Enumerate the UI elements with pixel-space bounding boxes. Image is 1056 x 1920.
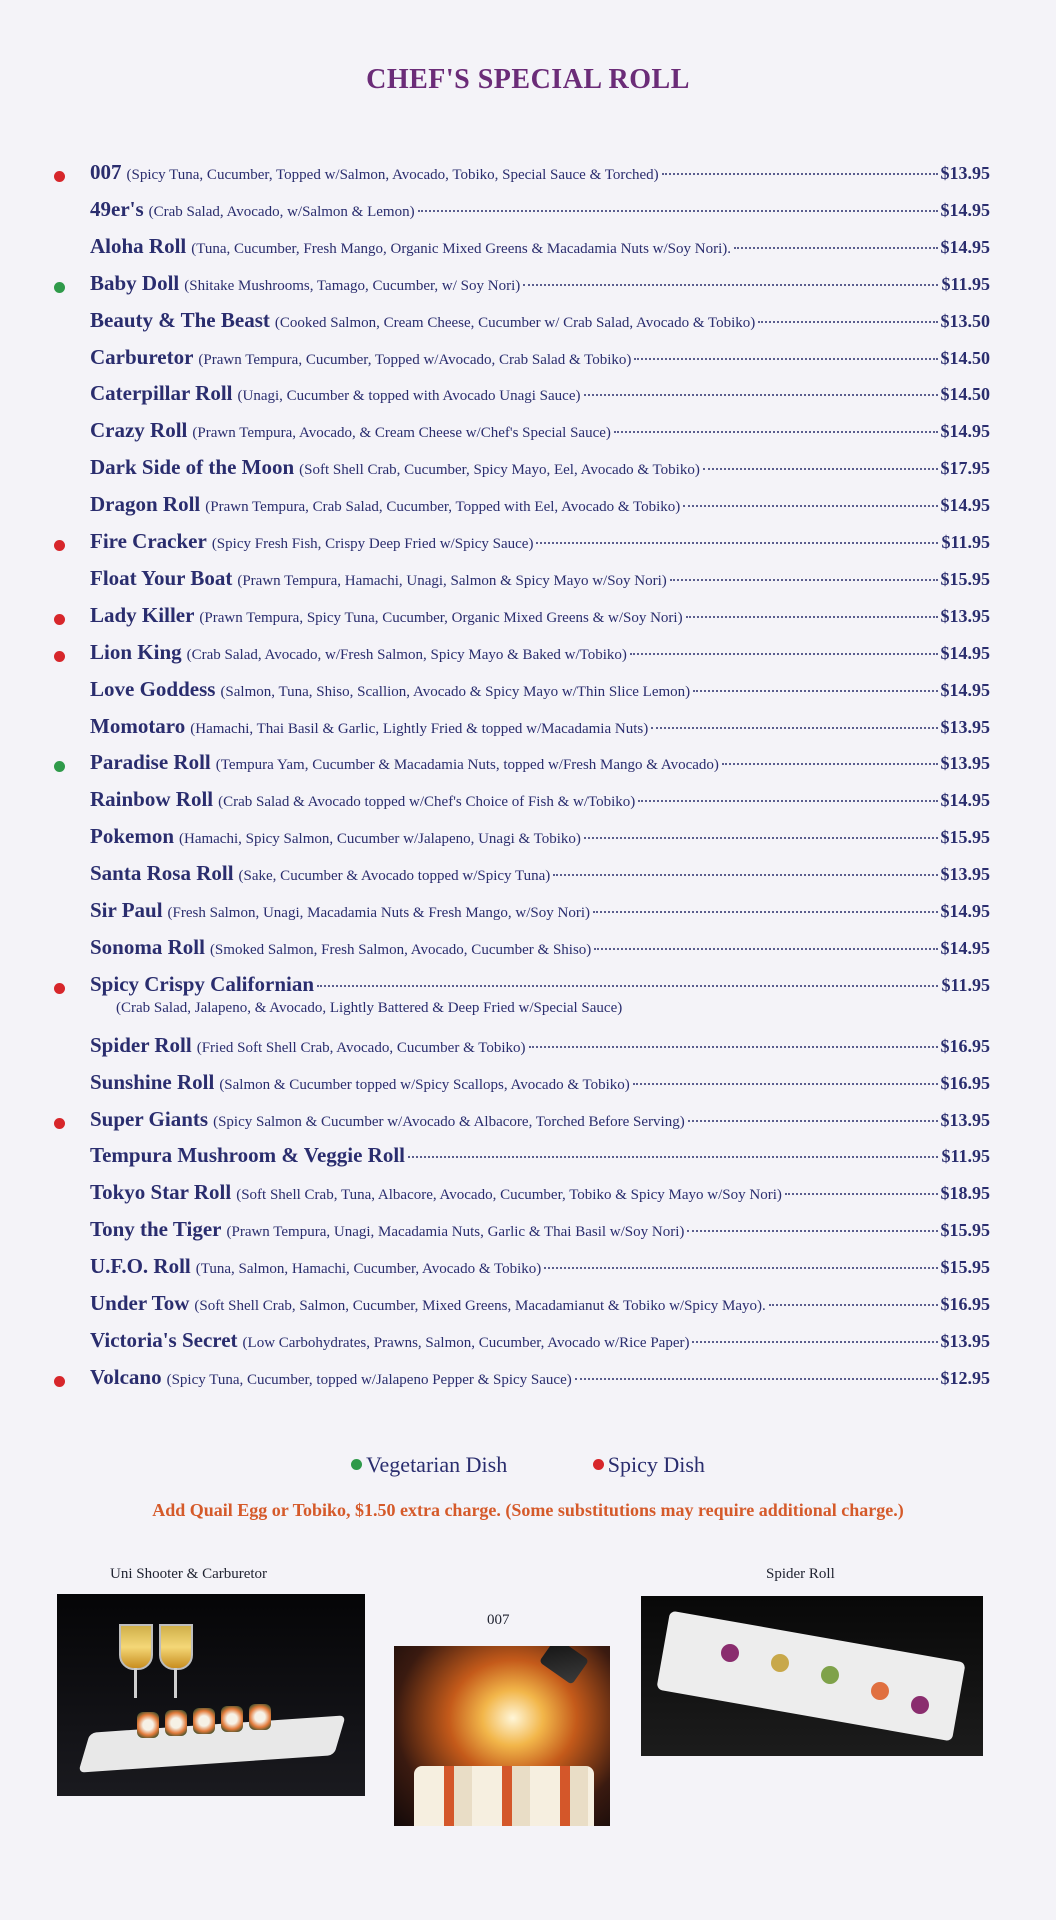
menu-item-line — [90, 972, 990, 997]
legend-vegetarian — [351, 1452, 507, 1478]
dotted-leader — [633, 1083, 938, 1085]
menu-item-line — [90, 750, 990, 775]
menu-item-description: (Sake, Cucumber & Avocado topped w/Spicy Tuna) — [238, 868, 551, 885]
menu-item-line — [90, 234, 990, 259]
vegetarian-dot-icon — [351, 1459, 362, 1470]
menu-item — [0, 197, 1056, 233]
menu-item-name: Rainbow Roll — [90, 787, 214, 812]
menu-item-price: $14.50 — [940, 347, 990, 368]
menu-item-description: (Crab Salad, Avocado, w/Fresh Salmon, Spicy Mayo & Baked w/Tobiko) — [186, 646, 627, 663]
dotted-leader — [758, 321, 937, 323]
menu-item-name: Dragon Roll — [90, 492, 201, 517]
menu-item-description: (Fried Soft Shell Crab, Avocado, Cucumber & Tobiko) — [196, 1039, 526, 1056]
menu-item-line — [90, 308, 990, 333]
menu-item-name: Santa Rosa Roll — [90, 861, 234, 886]
menu-item-line — [90, 603, 990, 628]
menu-item-line — [90, 1328, 990, 1353]
menu-item-name: Sunshine Roll — [90, 1069, 215, 1094]
menu-item — [0, 381, 1056, 417]
menu-item-line — [90, 566, 990, 591]
menu-item-line — [90, 824, 990, 849]
menu-item-name: 49er's — [90, 196, 144, 221]
menu-item-line — [90, 1217, 990, 1242]
menu-item-description: (Salmon & Cucumber topped w/Spicy Scallops, Avocado & Tobiko) — [219, 1076, 630, 1093]
menu-item-name: Beauty & The Beast — [90, 307, 270, 332]
menu-item-description: (Prawn Tempura, Crab Salad, Cucumber, Topped with Eel, Avocado & Tobiko) — [205, 499, 681, 516]
menu-item-description: (Fresh Salmon, Unagi, Macadamia Nuts & Fresh Mango, w/Soy Nori) — [167, 905, 590, 921]
menu-item-description: (Spicy Tuna, Cucumber, topped w/Jalapeno Pepper & Spicy Sauce) — [166, 1371, 572, 1388]
photo-caption-center: 007 — [487, 1612, 510, 1628]
spicy-dot-icon — [54, 171, 65, 182]
dotted-leader — [785, 1193, 938, 1195]
menu-item-price: $11.95 — [941, 273, 990, 294]
menu-item-price: $16.95 — [940, 1072, 990, 1093]
menu-item-line — [90, 677, 990, 702]
menu-item — [0, 787, 1056, 823]
menu-item — [0, 971, 1056, 1016]
dotted-leader — [553, 874, 937, 876]
dotted-leader — [418, 210, 938, 212]
menu-item-description: (Soft Shell Crab, Tuna, Albacore, Avocado, Cucumber, Tobiko & Spicy Mayo w/Soy Nori) — [236, 1187, 782, 1204]
menu-item-price: $14.95 — [940, 679, 990, 700]
dotted-leader — [614, 431, 938, 433]
menu-item — [0, 1107, 1056, 1143]
dotted-leader — [734, 247, 938, 249]
dotted-leader — [693, 690, 937, 692]
menu-item-name: Sonoma Roll — [90, 934, 205, 959]
dotted-leader — [670, 579, 938, 581]
dotted-leader — [683, 505, 937, 507]
menu-item-price: $13.95 — [940, 716, 990, 737]
menu-item — [0, 455, 1056, 491]
extra-charge-note: Add Quail Egg or Tobiko, $1.50 extra charge. (Some substitutions may require additional charge.) — [152, 1500, 904, 1520]
menu-item-price: $14.95 — [940, 236, 990, 257]
menu-item-line — [90, 529, 990, 554]
menu-item-name: Sir Paul — [90, 898, 163, 922]
menu-item — [0, 677, 1056, 713]
menu-item-line — [90, 1254, 990, 1279]
dotted-leader — [317, 985, 938, 987]
menu-item — [0, 750, 1056, 786]
menu-item-line — [90, 861, 990, 886]
menu-item-name: Paradise Roll — [90, 750, 211, 775]
menu-item-description: (Tuna, Cucumber, Fresh Mango, Organic Mixed Greens & Macadamia Nuts w/Soy Nori). — [191, 240, 731, 257]
menu-item-name: Dark Side of the Moon — [90, 455, 295, 480]
menu-item-line — [90, 455, 990, 480]
menu-item-name: Volcano — [90, 1364, 162, 1389]
legend-spicy — [593, 1452, 705, 1478]
menu-item-price: $11.95 — [941, 532, 990, 552]
menu-item-name: Spicy Crispy Californian — [90, 971, 315, 996]
menu-item-price: $16.95 — [940, 1035, 990, 1056]
menu-item-price: $13.95 — [940, 1109, 990, 1130]
menu-item-price: $11.95 — [941, 1146, 990, 1167]
dotted-leader — [529, 1046, 938, 1048]
menu-item — [0, 234, 1056, 270]
vegetarian-dot-icon — [54, 761, 65, 772]
menu-item-price: $15.95 — [940, 568, 990, 589]
menu-item — [0, 1217, 1056, 1253]
dotted-leader — [703, 468, 938, 470]
menu-item — [0, 160, 1056, 196]
menu-item-price: $14.95 — [940, 421, 990, 442]
menu-item-description: (Soft Shell Crab, Cucumber, Spicy Mayo, Eel, Avocado & Tobiko) — [299, 462, 700, 479]
menu-item — [0, 861, 1056, 897]
menu-item-line — [90, 714, 990, 739]
legend — [0, 1452, 1056, 1478]
menu-item-name: Momotaro — [90, 713, 186, 738]
menu-item-price: $15.95 — [940, 827, 990, 848]
dotted-leader — [536, 542, 938, 544]
menu-item-price: $15.95 — [940, 1220, 990, 1241]
menu-item-subdescription: (Crab Salad, Jalapeno, & Avocado, Lightly Battered & Deep Fried w/Special Sauce) — [116, 999, 623, 1016]
menu-item — [0, 1254, 1056, 1290]
menu-item-description: (Cooked Salmon, Cream Cheese, Cucumber w/ Crab Salad, Avocado & Tobiko) — [274, 314, 756, 331]
dotted-leader — [584, 837, 938, 839]
menu-item-name: Crazy Roll — [90, 418, 188, 443]
dotted-leader — [687, 1230, 937, 1232]
menu-item — [0, 640, 1056, 676]
menu-item-price: $15.95 — [940, 1257, 990, 1278]
menu-item-line — [90, 345, 990, 370]
menu-item-line — [90, 271, 990, 296]
menu-item-line — [90, 381, 990, 406]
menu-item-description: (Spicy Tuna, Cucumber, Topped w/Salmon, Avocado, Tobiko, Special Sauce & Torched) — [126, 167, 659, 183]
menu-item-line — [90, 160, 990, 185]
dotted-leader — [692, 1341, 937, 1343]
menu-item-description: (Tuna, Salmon, Hamachi, Cucumber, Avocado & Tobiko) — [195, 1261, 542, 1278]
menu-item-price: $14.95 — [940, 495, 990, 516]
menu-item-name: 007 — [90, 160, 122, 184]
page-title: CHEF'S SPECIAL ROLL — [366, 64, 690, 95]
menu-item-name: Spider Roll — [90, 1032, 192, 1057]
menu-item — [0, 714, 1056, 750]
menu-item — [0, 1180, 1056, 1216]
menu-item-price: $13.95 — [940, 864, 990, 885]
dotted-leader — [638, 800, 937, 802]
spicy-dot-icon — [54, 1118, 65, 1129]
menu-item-description: (Hamachi, Spicy Salmon, Cucumber w/Jalapeno, Unagi & Tobiko) — [179, 831, 581, 848]
spicy-dot-icon — [54, 614, 65, 625]
menu-item-description: (Spicy Salmon & Cucumber w/Avocado & Albacore, Torched Before Serving) — [213, 1113, 685, 1130]
dotted-leader — [584, 394, 938, 396]
menu-item — [0, 308, 1056, 344]
dotted-leader — [544, 1267, 937, 1269]
menu-item — [0, 345, 1056, 381]
menu-item-description: (Salmon, Tuna, Shiso, Scallion, Avocado & Spicy Mayo w/Thin Slice Lemon) — [220, 683, 691, 700]
menu-item-description: (Spicy Fresh Fish, Crispy Deep Fried w/Spicy Sauce) — [211, 536, 534, 552]
menu-item — [0, 1070, 1056, 1106]
menu-item-name: Tempura Mushroom & Veggie Roll — [90, 1143, 406, 1168]
dotted-leader — [686, 616, 938, 618]
menu-item-description: (Crab Salad & Avocado topped w/Chef's Choice of Fish & w/Tobiko) — [218, 794, 636, 811]
menu-item-line — [90, 787, 990, 812]
menu-item — [0, 1365, 1056, 1401]
dotted-leader — [662, 173, 938, 175]
menu-item-line — [90, 640, 990, 665]
menu-item-price: $13.95 — [940, 163, 990, 183]
photo-spider-roll — [641, 1596, 983, 1756]
menu-item-name: Pokemon — [90, 824, 174, 849]
dotted-leader — [634, 358, 937, 360]
legend-vegetarian-label: Vegetarian Dish — [366, 1452, 508, 1477]
photo-007-torched — [394, 1646, 610, 1826]
menu-item-name: Fire Cracker — [90, 529, 207, 553]
menu-item-line — [90, 197, 990, 222]
legend-spicy-label: Spicy Dish — [607, 1452, 705, 1477]
dotted-leader — [722, 763, 938, 765]
menu-item — [0, 935, 1056, 971]
menu-item-price: $14.95 — [940, 901, 990, 921]
menu-item-name: Victoria's Secret — [90, 1327, 238, 1352]
menu-item-description: (Tempura Yam, Cucumber & Macadamia Nuts, topped w/Fresh Mango & Avocado) — [215, 757, 719, 774]
menu-item — [0, 418, 1056, 454]
menu-item-description: (Crab Salad, Avocado, w/Salmon & Lemon) — [148, 203, 415, 220]
menu-item-description: (Unagi, Cucumber & topped with Avocado Unagi Sauce) — [237, 388, 581, 405]
spicy-dot-icon — [593, 1459, 604, 1470]
menu-item-description: (Shitake Mushrooms, Tamago, Cucumber, w/ Soy Nori) — [184, 277, 521, 294]
dotted-leader — [769, 1304, 938, 1306]
menu-item — [0, 898, 1056, 934]
menu-item-price: $14.95 — [940, 199, 990, 220]
menu-item — [0, 1291, 1056, 1327]
dotted-leader — [630, 653, 938, 655]
vegetarian-dot-icon — [54, 282, 65, 293]
menu-item-description: (Prawn Tempura, Cucumber, Topped w/Avocado, Crab Salad & Tobiko) — [198, 351, 632, 368]
menu-item-name: U.F.O. Roll — [90, 1254, 191, 1279]
menu-item-price: $13.50 — [940, 310, 990, 331]
menu-item-name: Caterpillar Roll — [90, 381, 233, 406]
menu-item-price: $12.95 — [940, 1367, 990, 1388]
menu-item — [0, 529, 1056, 565]
menu-item-description: (Prawn Tempura, Unagi, Macadamia Nuts, Garlic & Thai Basil w/Soy Nori) — [226, 1224, 685, 1241]
menu-item-price: $14.50 — [940, 384, 990, 405]
menu-item-description: (Low Carbohydrates, Prawns, Salmon, Cucumber, Avocado w/Rice Paper) — [242, 1334, 690, 1351]
dotted-leader — [594, 948, 937, 950]
menu-item-line — [90, 1033, 990, 1058]
menu-item-line — [90, 1291, 990, 1316]
menu-item-line — [90, 1107, 990, 1132]
menu-item-name: Carburetor — [90, 344, 194, 369]
menu-item-line — [90, 1143, 990, 1168]
menu-item-name: Aloha Roll — [90, 233, 187, 258]
menu-item — [0, 1143, 1056, 1179]
menu-item-name: Tokyo Star Roll — [90, 1180, 232, 1205]
menu-item-description: (Prawn Tempura, Spicy Tuna, Cucumber, Organic Mixed Greens & w/Soy Nori) — [199, 609, 683, 626]
menu-item-price: $13.95 — [940, 753, 990, 774]
menu-item-line — [90, 1070, 990, 1095]
menu-item — [0, 603, 1056, 639]
menu-item-price: $14.95 — [940, 642, 990, 663]
menu-item-price: $11.95 — [941, 974, 990, 995]
menu-item-line — [90, 935, 990, 960]
menu-item-description: (Soft Shell Crab, Salmon, Cucumber, Mixed Greens, Macadamianut & Tobiko w/Spicy Mayo). — [194, 1298, 766, 1314]
photo-uni-shooter-carburetor — [57, 1594, 365, 1796]
menu-item-description: (Prawn Tempura, Avocado, & Cream Cheese w/Chef's Special Sauce) — [192, 425, 611, 442]
menu-item-price: $13.95 — [940, 605, 990, 626]
dotted-leader — [575, 1378, 938, 1380]
spicy-dot-icon — [54, 540, 65, 551]
menu-item-price: $14.95 — [940, 937, 990, 958]
menu-item-name: Float Your Boat — [90, 565, 233, 590]
dotted-leader — [593, 911, 938, 913]
menu-item-price: $14.95 — [940, 790, 990, 811]
menu-item-price: $13.95 — [940, 1330, 990, 1351]
menu-item-line — [90, 418, 990, 443]
menu-item-line — [90, 1180, 990, 1205]
menu-item-line — [90, 492, 990, 517]
menu-item — [0, 1033, 1056, 1069]
menu-item-name: Under Tow — [90, 1291, 190, 1315]
dotted-leader — [408, 1156, 938, 1158]
menu-item-name: Lady Killer — [90, 602, 195, 627]
menu-item — [0, 824, 1056, 860]
menu-item-line — [90, 898, 990, 923]
menu-item-price: $17.95 — [940, 458, 990, 479]
menu-item-name: Tony the Tiger — [90, 1217, 222, 1242]
menu-item-name: Super Giants — [90, 1106, 209, 1131]
menu-item — [0, 1328, 1056, 1364]
menu-item-name: Love Goddess — [90, 676, 216, 701]
spicy-dot-icon — [54, 651, 65, 662]
menu-item-name: Lion King — [90, 639, 182, 664]
photo-caption-right: Spider Roll — [766, 1566, 835, 1582]
menu-item-line — [90, 1365, 990, 1390]
dotted-leader — [688, 1120, 938, 1122]
photo-caption-left: Uni Shooter & Carburetor — [110, 1566, 268, 1582]
menu-item-description: (Hamachi, Thai Basil & Garlic, Lightly Fried & topped w/Macadamia Nuts) — [190, 720, 649, 737]
menu-item — [0, 271, 1056, 307]
menu-item — [0, 566, 1056, 602]
menu-item-name: Baby Doll — [90, 270, 180, 295]
menu-item-price: $16.95 — [940, 1294, 990, 1314]
dotted-leader — [523, 284, 938, 286]
spicy-dot-icon — [54, 1376, 65, 1387]
menu-item-price: $18.95 — [940, 1183, 990, 1204]
spicy-dot-icon — [54, 983, 65, 994]
menu-item-description: (Smoked Salmon, Fresh Salmon, Avocado, Cucumber & Shiso) — [209, 941, 592, 958]
dotted-leader — [651, 727, 937, 729]
menu-item-description: (Prawn Tempura, Hamachi, Unagi, Salmon & Spicy Mayo w/Soy Nori) — [237, 572, 667, 589]
menu-item — [0, 492, 1056, 528]
